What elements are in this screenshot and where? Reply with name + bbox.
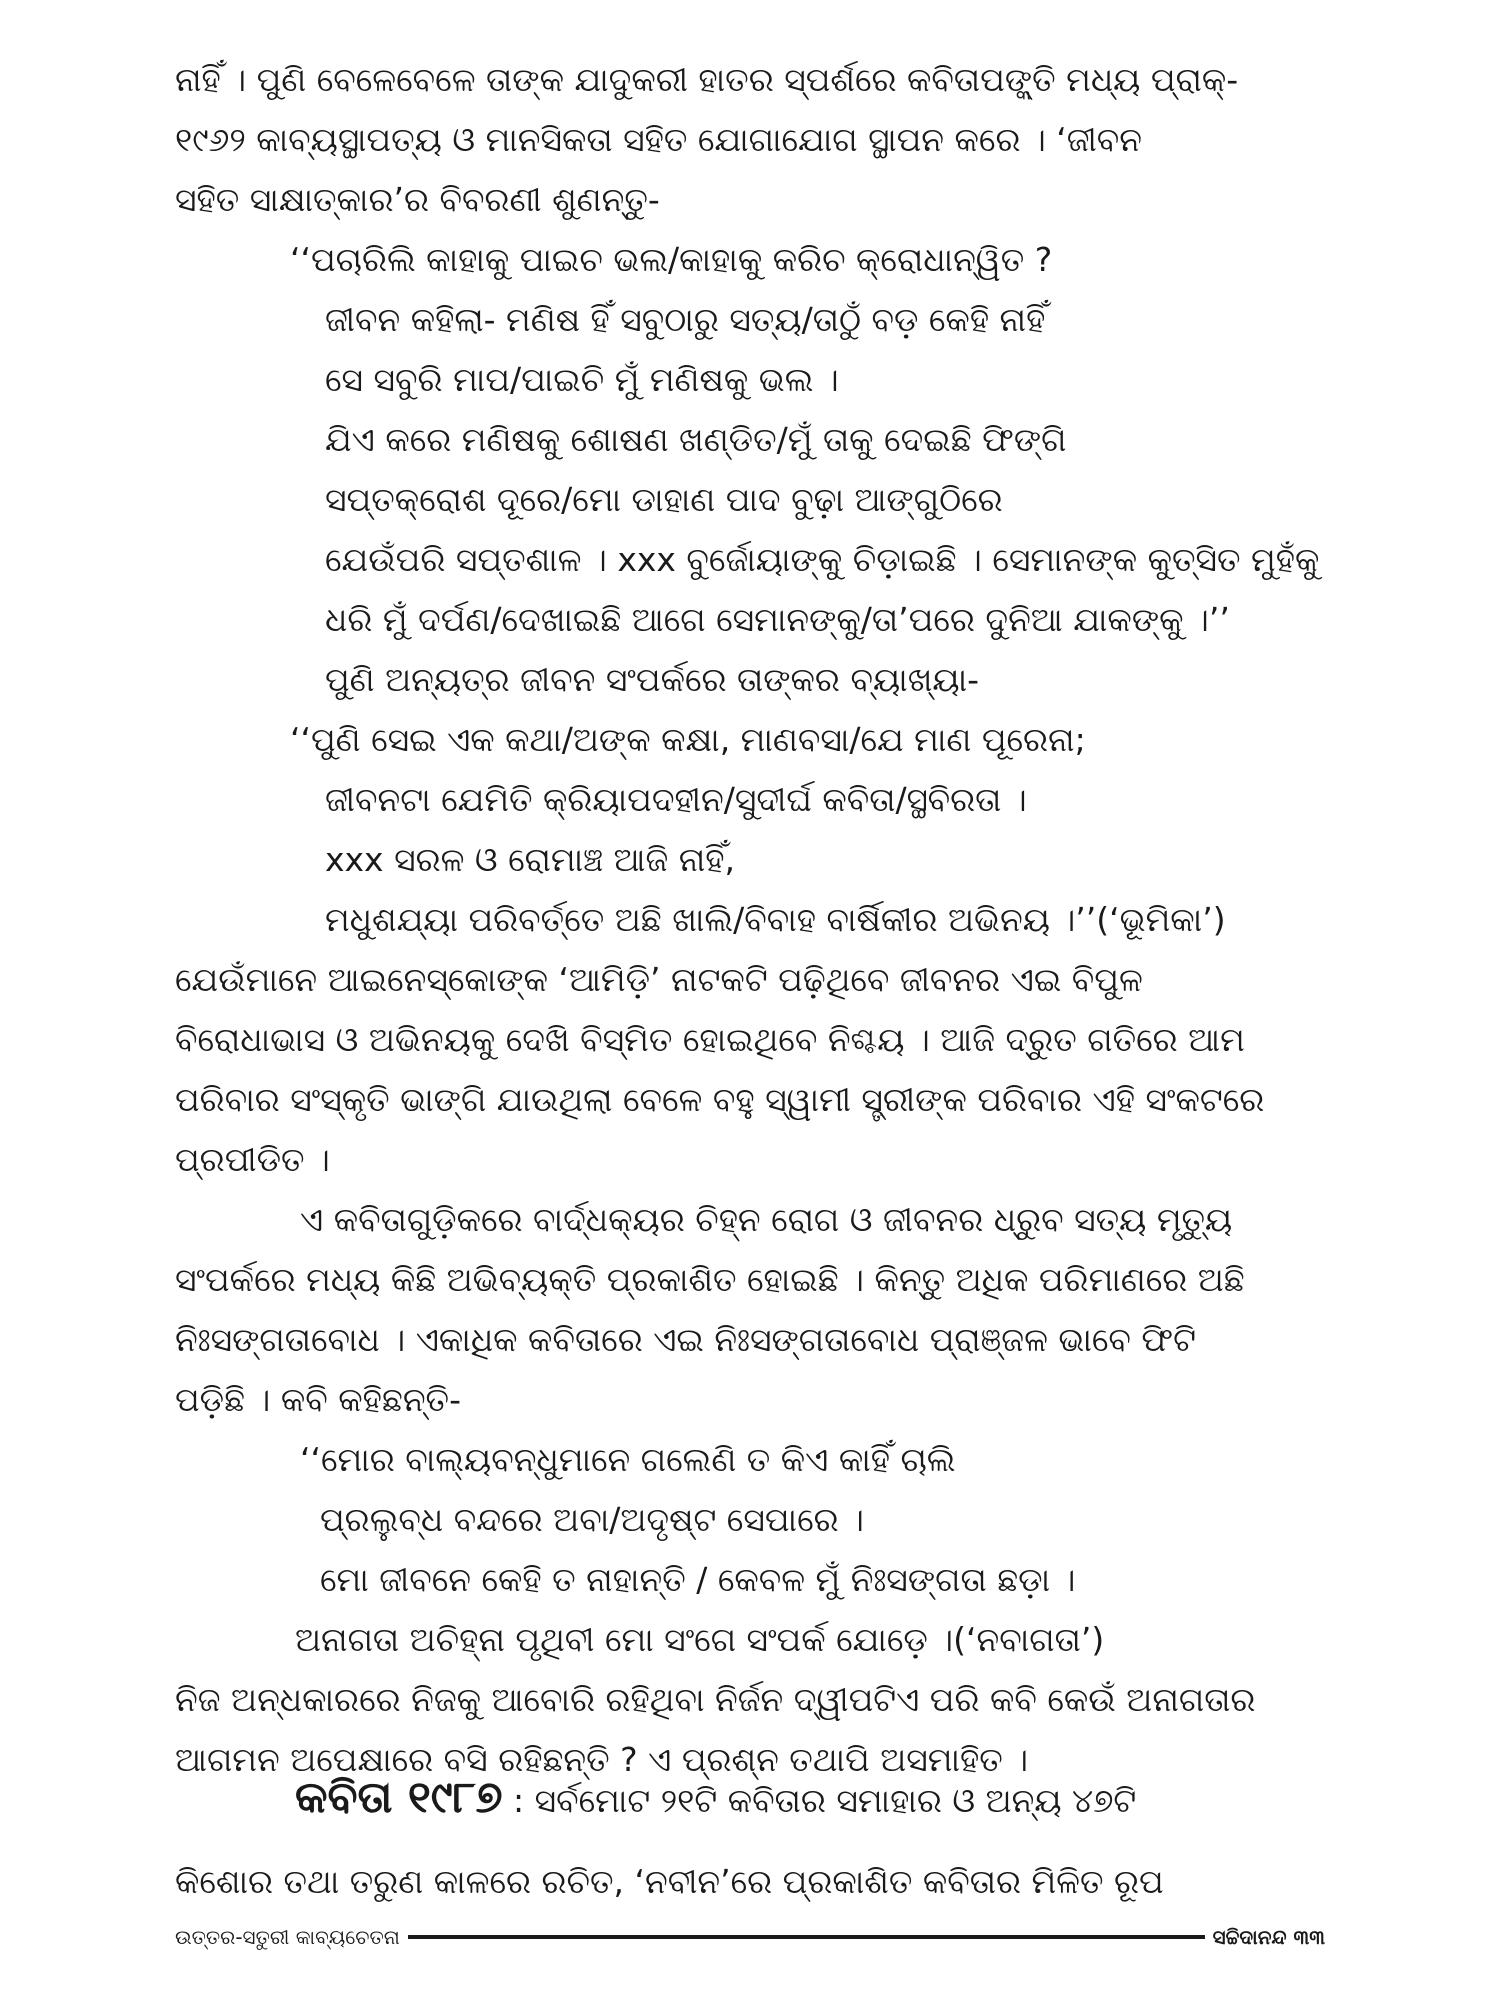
section-heading <box>295 1773 1136 1826</box>
body-line: ନିଃସଙ୍ଗତାବୋଧ । ଏକାଧିକ କବିତାରେ ଏଇ ନିଃସଙ୍ଗତାବୋଧ ପ୍ରାଞ୍ଜଳ ଭାବେ ଫିଟି <box>175 1320 1196 1359</box>
quote-line: ମୋ ଜୀବନେ କେହି ତ ନାହାନ୍ତି / କେବଳ ମୁଁ ନିଃସଙ୍ଗତା ଛଡ଼ା । <box>320 1560 1076 1599</box>
page-footer <box>175 1922 1325 1952</box>
body-line: ପରିବାର ସଂସ୍କୃତି ଭାଙ୍ଗି ଯାଉଥିଲା ବେଳେ ବହୁ ସ୍ୱାମୀ ସ୍ତ୍ରୀଙ୍କ ପରିବାର ଏହି ସଂକଟରେ <box>175 1080 1265 1119</box>
quote-line: ସପ୍ତକ୍ରୋଶ ଦୂରେ/ମୋ ଡାହାଣ ପାଦ ବୁଢ଼ା ଆଙ୍ଗୁଠିରେ <box>325 480 1003 519</box>
body-line: କିଶୋର ତଥା ତରୁଣ କାଳରେ ରଚିତ, ‘ନବୀନ’ରେ ପ୍ରକାଶିତ କବିତାର ମିଳିତ ରୂପ <box>175 1862 1164 1901</box>
quote-line: ସେ ସବୁରି ମାପ/ପାଇଚି ମୁଁ ମଣିଷକୁ ଭଲ । <box>325 360 839 399</box>
quote-line: ଅନାଗତା ଅଚିହ୍ନା ପୃଥିବୀ ମୋ ସଂଗେ ସଂପର୍କ ଯୋଡ଼େ ।(‘ନବାଗତା’) <box>295 1620 1105 1659</box>
body-line: ପଡ଼ିଛି । କବି କହିଛନ୍ତି- <box>175 1380 461 1419</box>
body-line: ଯେଉଁମାନେ ଆଇନେସ୍କୋଙ୍କ ‘ଆମିଡ଼ି’ ନାଟକଟି ପଢ଼ିଥିବେ ଜୀବନର ଏଇ ବିପୁଳ <box>175 960 1143 999</box>
section-title-rest: : ସର୍ବମୋଟ ୨୧ଟି କବିତାର ସମାହାର ଓ ଅନ୍ୟ ୪୭ଟି <box>502 1781 1137 1820</box>
quote-line: ପ୍ରଲୁବ୍ଧ ବନ୍ଦରେ ଅବା/ଅଦୃଷ୍ଟ ସେପାରେ । <box>320 1500 864 1539</box>
section-title: କବିତା ୧୯୮୭ <box>295 1772 503 1823</box>
quote-line: ‘‘ପଚାରିଲି କାହାକୁ ପାଇଚ ଭଲ/କାହାକୁ କରିଚ କ୍ରୋଧାନ୍ୱିତ ? <box>290 240 1053 279</box>
body-line: ୧୯୬୨ କାବ୍ୟସ୍ଥାପତ୍ୟ ଓ ମାନସିକତା ସହିତ ଯୋଗାଯୋଗ ସ୍ଥାପନ କରେ । ‘ଜୀବନ <box>175 120 1143 159</box>
footer-rule <box>408 1935 1205 1939</box>
quote-line: xxx ସରଳ ଓ ରୋମାଞ୍ଚ ଆଜି ନାହିଁ, <box>325 840 736 879</box>
body-line: ପୁଣି ଅନ୍ୟତ୍ର ଜୀବନ ସଂପର୍କରେ ତାଙ୍କର ବ୍ୟାଖ୍ୟା- <box>325 660 980 699</box>
quote-line: ଜୀବନଟା ଯେମିତି କ୍ରିୟାପଦହୀନ/ସୁଦୀର୍ଘ କବିତା/ସ୍ଥବିରତା । <box>325 780 1027 819</box>
quote-line: ଯେଉଁପରି ସପ୍ତଶାଳ । xxx ବୁର୍ଜୋୟାଙ୍କୁ ଚିଡ଼ାଇଛି । ସେମାନଙ୍କ କୁତ୍ସିତ ମୁହଁକୁ <box>325 540 1320 579</box>
body-line: ନାହିଁ । ପୁଣି ବେଳେବେଳେ ତାଙ୍କ ଯାଦୁକରୀ ହାତର ସ୍ପର୍ଶରେ କବିତାପଙ୍କ୍ତି ମଧ୍ୟ ପ୍ରାକ୍- <box>175 60 1239 99</box>
body-line: ବିରୋଧାଭାସ ଓ ଅଭିନୟକୁ ଦେଖି ବିସ୍ମିତ ହୋଇଥିବେ ନିଶ୍ଚୟ । ଆଜି ଦ୍ରୁତ ଗତିରେ ଆମ <box>175 1020 1245 1059</box>
body-line: ନିଜ ଅନ୍ଧକାରରେ ନିଜକୁ ଆବୋରି ରହିଥିବା ନିର୍ଜନ ଦ୍ୱୀପଟିଏ ପରି କବି କେଉଁ ଅନାଗତାର <box>175 1680 1256 1719</box>
body-line: ସହିତ ସାକ୍ଷାତ୍କାର’ର ବିବରଣୀ ଶୁଣନ୍ତୁ- <box>175 180 660 219</box>
footer-book-title: ଉତ୍ତର-ସତୁରୀ କାବ୍ୟଚେତନା <box>175 1925 400 1949</box>
quote-line: ଜୀବନ କହିଲା- ମଣିଷ ହିଁ ସବୁଠାରୁ ସତ୍ୟ/ତାଠୁଁ ବଡ଼ କେହି ନାହିଁ <box>325 300 1046 339</box>
body-line: ପ୍ରପୀଡିତ । <box>175 1140 330 1179</box>
quote-line: ‘‘ପୁଣି ସେଇ ଏକ କଥା/ଅଙ୍କ କକ୍ଷା, ମାଣବସା/ଯେ ମାଣ ପୂରେନା; <box>290 720 1086 759</box>
body-line: ଏ କବିତାଗୁଡ଼ିକରେ ବାର୍ଦ୍ଧକ୍ୟର ଚିହ୍ନ ରୋଗ ଓ ଜୀବନର ଧ୍ରୁବ ସତ୍ୟ ମୃତ୍ୟୁ <box>300 1200 1233 1239</box>
quote-line: ଧରି ମୁଁ ଦର୍ପଣ/ଦେଖାଇଛି ଆଗେ ସେମାନଙ୍କୁ/ତା’ପରେ ଦୁନିଆ ଯାକଙ୍କୁ ।’’ <box>325 600 1230 639</box>
body-line: ସଂପର୍କରେ ମଧ୍ୟ କିଛି ଅଭିବ୍ୟକ୍ତି ପ୍ରକାଶିତ ହୋଇଛି । କିନ୍ତୁ ଅଧିକ ପରିମାଣରେ ଅଛି <box>175 1260 1245 1299</box>
footer-author-page: ସଚ୍ଚିଦାନନ୍ଦ ୩୩ <box>1212 1925 1325 1949</box>
body-line: ଆଗମନ ଅପେକ୍ଷାରେ ବସି ରହିଛନ୍ତି ? ଏ ପ୍ରଶ୍ନ ତଥାପି ଅସମାହିତ । <box>175 1740 1029 1779</box>
quote-line: ମଧୁଶଯ୍ୟା ପରିବର୍ତ୍ତେ ଅଛି ଖାଲି/ବିବାହ ବାର୍ଷିକୀର ଅଭିନୟ ।’’(‘ଭୂମିକା’) <box>325 900 1226 939</box>
quote-line: ଯିଏ କରେ ମଣିଷକୁ ଶୋଷଣ ଖଣ୍ଡିତ/ମୁଁ ତାକୁ ଦେଇଛି ଫିଙ୍ଗି <box>325 420 1067 459</box>
quote-line: ‘‘ମୋର ବାଲ୍ୟବନ୍ଧୁମାନେ ଗଲେଣି ତ କିଏ କାହିଁ ଚାଲି <box>300 1440 956 1479</box>
